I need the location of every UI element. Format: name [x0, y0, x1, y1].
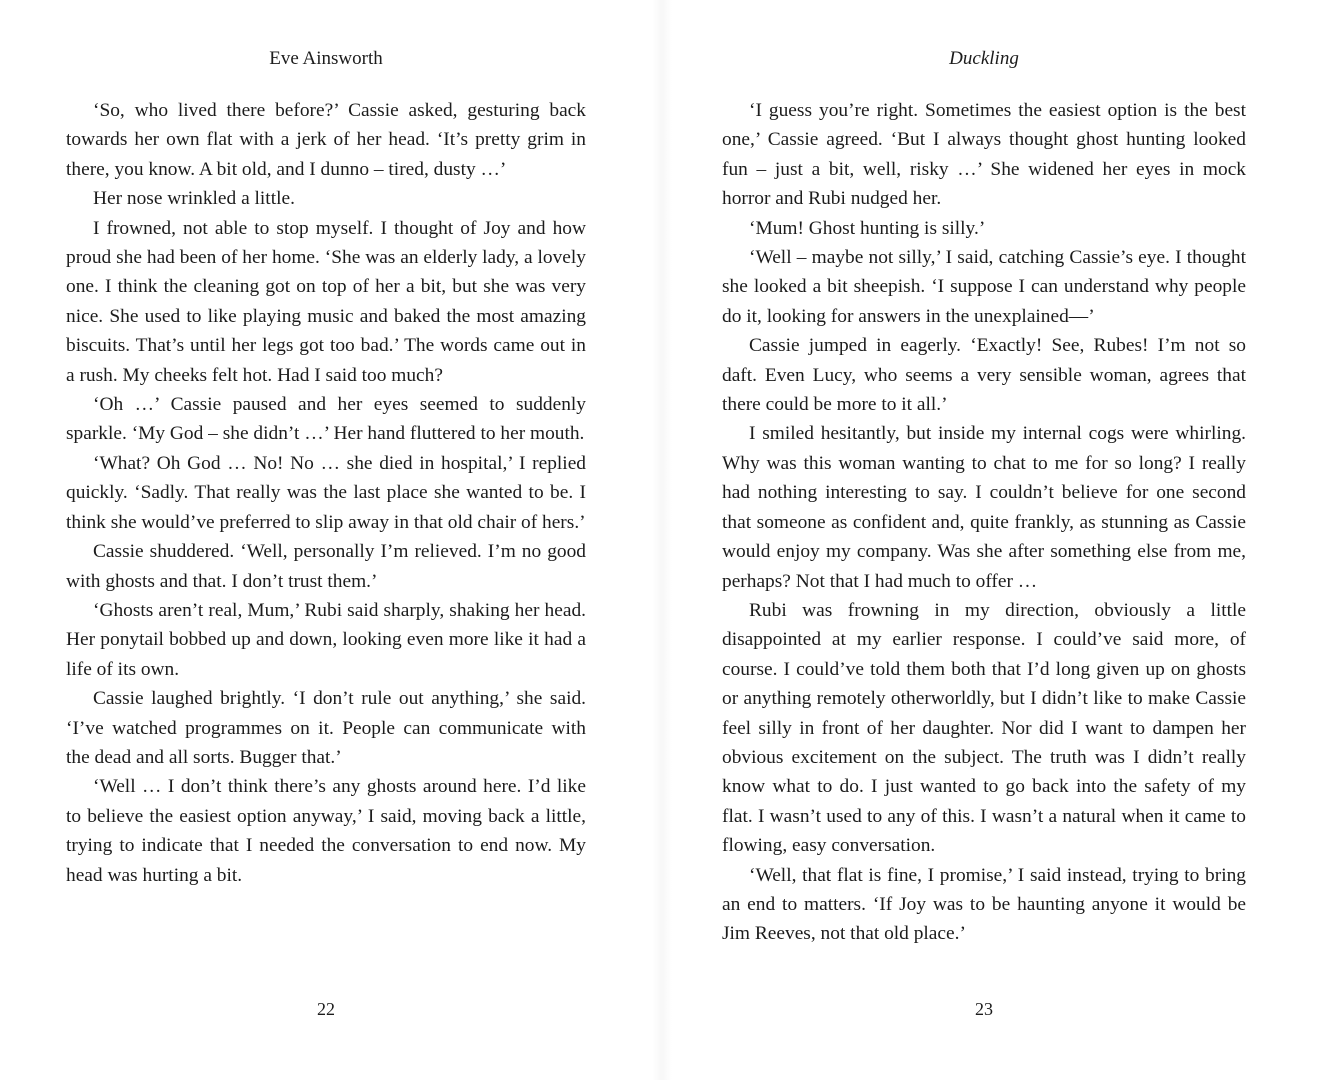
body-text — [66, 96, 586, 890]
page-number: 22 — [317, 999, 335, 1019]
body-text — [722, 96, 1246, 949]
paragraph: Cassie laughed brightly. ‘I don’t rule out anything,’ she said. ‘I’ve watched programmes on it. People can communicate with the dead and all sorts. Bugger that.’ — [66, 688, 586, 768]
paragraph: ‘What? Oh God … No! No … she died in hospital,’ I replied quickly. ‘Sadly. That really was the last place she wanted to be. I think she would’ve preferred to slip away in that old chair of hers.’ — [66, 452, 586, 533]
paragraph: I frowned, not able to stop myself. I thought of Joy and how proud she had been of her home. ‘She was an elderly lady, a lovely one. I think the cleaning got on top of her a bit, but she was very nice. She used to like playing music and baked the most amazing biscuits. That’s until her legs got too bad.’ The words came out in a rush. My cheeks felt hot. Had I said too much? — [66, 217, 586, 386]
page-number: 23 — [975, 999, 993, 1019]
paragraph: ‘Well – maybe not silly,’ I said, catching Cassie’s eye. I thought she looked a bit sheepish. ‘I suppose I can understand why people do it, looking for answers in the unexplained—’ — [722, 247, 1246, 327]
paragraph: ‘I guess you’re right. Sometimes the easiest option is the best one,’ Cassie agreed. ‘But I always thought ghost hunting looked fun – just a bit, well, risky …’ She widened her eyes in mock horror and Rubi nudged her. — [722, 100, 1246, 210]
paragraph: Her nose wrinkled a little. — [93, 188, 295, 210]
paragraph: Cassie jumped in eagerly. ‘Exactly! See, Rubes! I’m not so daft. Even Lucy, who seems a very sensible woman, agrees that there could be more to it all.’ — [722, 335, 1246, 416]
paragraph: Cassie shuddered. ‘Well, personally I’m relieved. I’m no good with ghosts and that. I don’t trust them.’ — [66, 541, 586, 592]
paragraph: Rubi was frowning in my direction, obviously a little disappointed at my earlier response. I could’ve said more, of course. I could’ve told them both that I’d long given up on ghosts or anything remotely otherworldly, but I didn’t like to make Cassie feel silly in front of her daughter. Nor did I want to dampen her obvious excitement on the subject. The truth was I didn’t really know what to do. I just wanted to go back into the safety of my flat. I wasn’t used to any of this. I wasn’t a natural when it came to flowing, easy conversation. — [722, 599, 1246, 857]
paragraph: ‘Well, that flat is fine, I promise,’ I said instead, trying to bring an end to matters. ‘If Joy was to be haunting anyone it would be Jim Reeves, not that old place.’ — [722, 864, 1246, 945]
paragraph: ‘Mum! Ghost hunting is silly.’ — [749, 217, 986, 239]
paragraph: ‘Oh …’ Cassie paused and her eyes seemed to suddenly sparkle. ‘My God – she didn’t …’ Her hand fluttered to her mouth. — [66, 394, 586, 445]
paragraph: ‘Ghosts aren’t real, Mum,’ Rubi said sharply, shaking her head. Her ponytail bobbed up and down, looking even more like it had a life of its own. — [66, 599, 586, 680]
paragraph: ‘So, who lived there before?’ Cassie asked, gesturing back towards her own flat with a jerk of her head. ‘It’s pretty grim in there, you know. A bit old, and I dunno – tired, dusty …’ — [66, 100, 586, 180]
running-head-title: Duckling — [949, 48, 1019, 69]
paragraph: I smiled hesitantly, but inside my internal cogs were whirling. Why was this woman wanting to chat to me for so long? I really had nothing interesting to say. I couldn’t believe for one second that someone as confident and, quite frankly, as stunning as Cassie would enjoy my company. Was she after something else from me, perhaps? Not that I had much to offer … — [722, 423, 1246, 592]
paragraph: ‘Well … I don’t think there’s any ghosts around here. I’d like to believe the easiest option anyway,’ I said, moving back a little, trying to indicate that I needed the conversation to end now. My head was hurting a bit. — [66, 776, 586, 886]
right-page — [662, 0, 1324, 1080]
running-head-author: Eve Ainsworth — [269, 48, 383, 69]
